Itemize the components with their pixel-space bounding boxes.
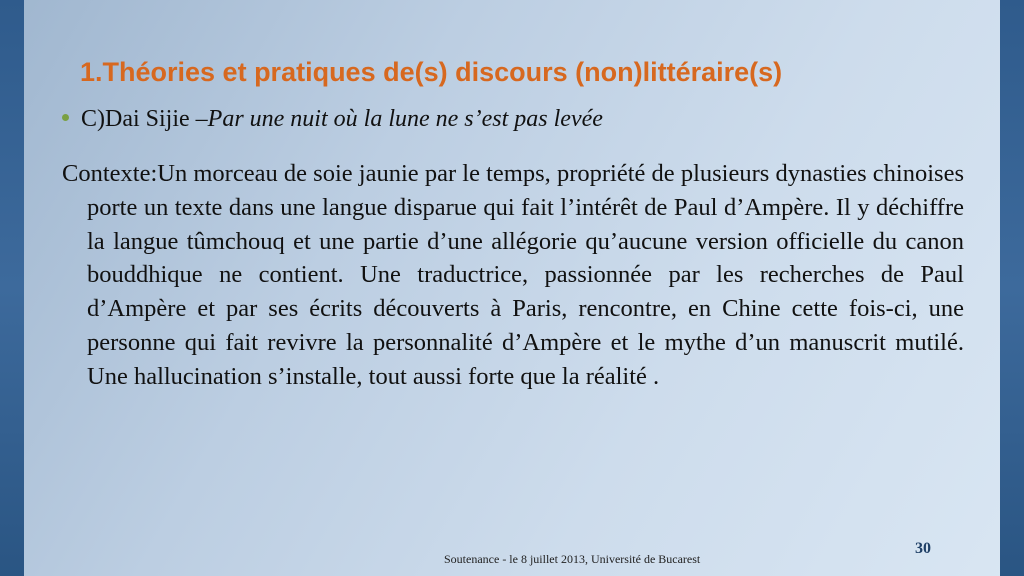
bullet-item [62,103,603,135]
slide-title: 1.Théories et pratiques de(s) discours (non)littéraire(s) [80,57,783,87]
page-number: 30 [915,540,931,557]
bullet-prefix: C)Dai Sijie – [81,106,208,132]
footer-text: Soutenance - le 8 juillet 2013, Université de Bucarest [444,552,701,566]
left-side-bar [0,0,24,576]
bullet-book-title: Par une nuit où la lune ne s’est pas levée [207,106,603,132]
context-paragraph: Contexte:Un morceau de soie jaunie par le temps, propriété de plusieurs dynasties chinoises porte un texte dans une langue disparue qui fait l’intérêt de Paul d’Ampère. Il y déchiffre la langue tûmchouq et une partie d’une allégorie qu’aucune version officielle du canon bouddhique ne contient. Une traductrice, passionnée par les recherches de Paul d’Ampère et par ses écrits découverts à Paris, rencontre, en Chine cette fois-ci, une personne qui fait revivre la personnalité d’Ampère et le mythe d’un manuscrit mutilé. Une hallucination s’installe, tout aussi forte que la réalité . [62,160,964,390]
bullet-icon [62,114,69,121]
right-side-bar [1000,0,1024,576]
